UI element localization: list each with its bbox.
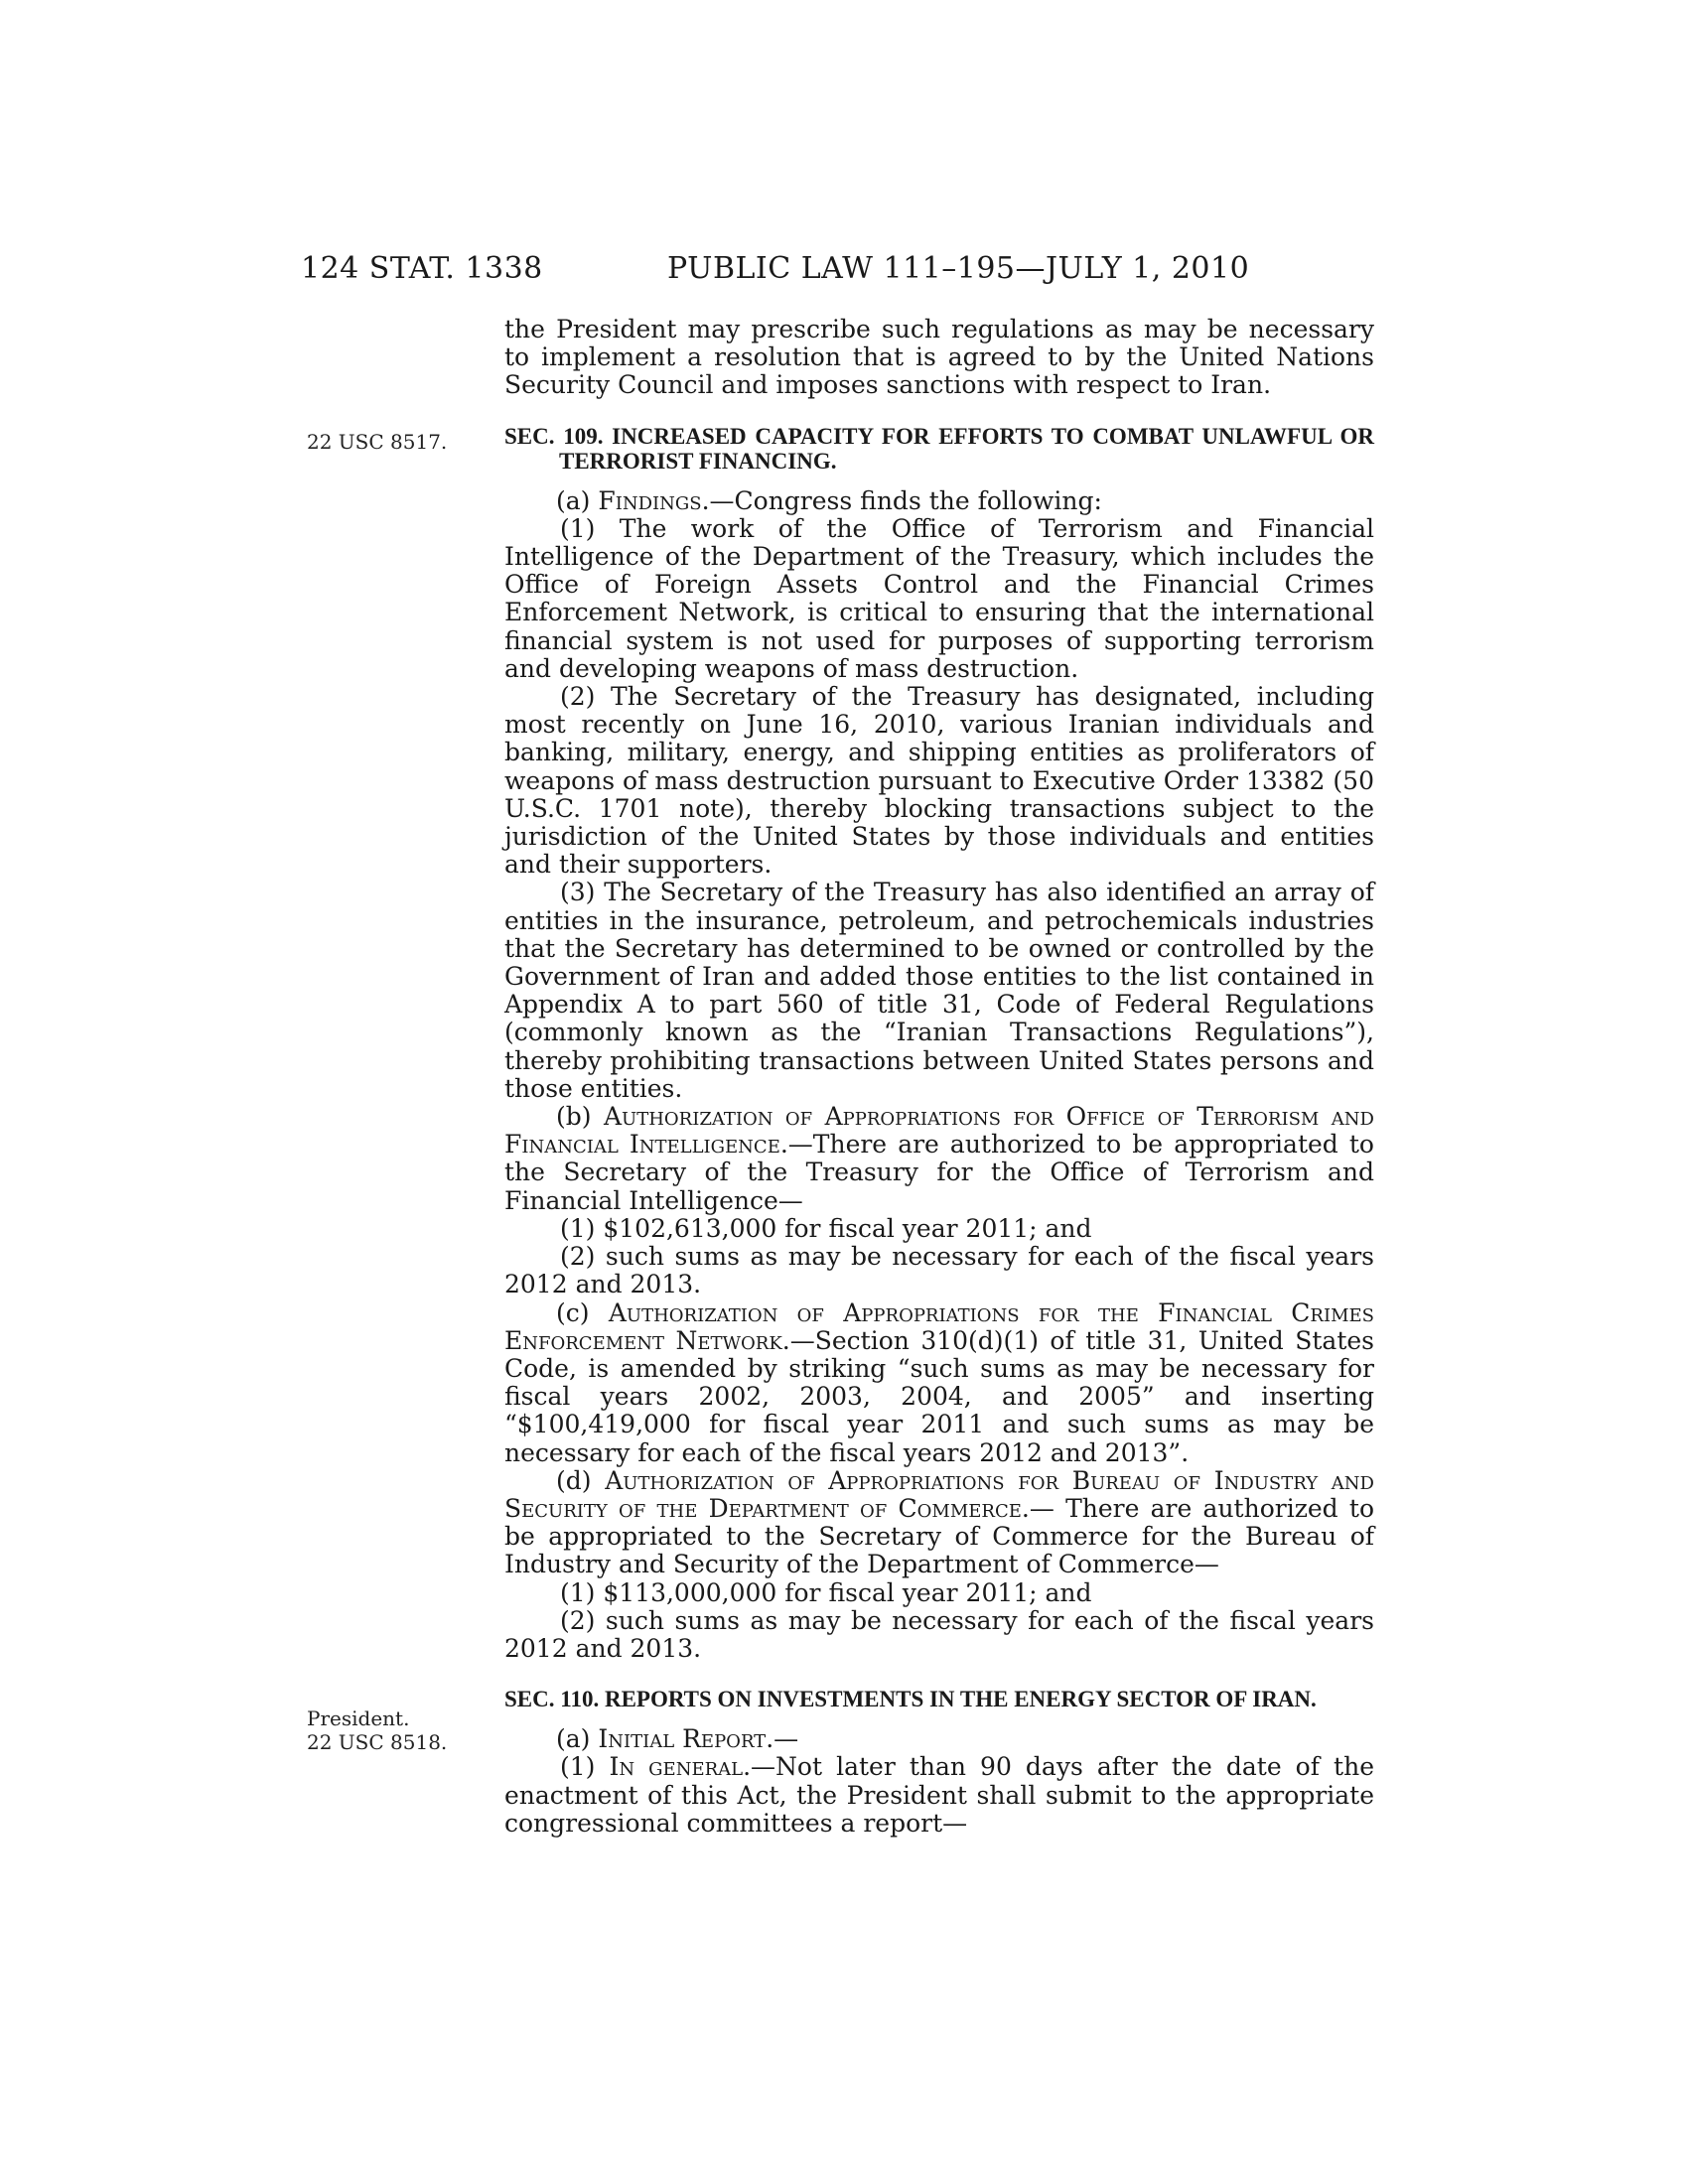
paragraph-109-d-2: (2) such sums as may be necessary for each of the fiscal years 2012 and 2013. <box>504 1605 1374 1663</box>
paragraph-110-a-1: (1) In general.—Not later than 90 days after the date of the enactment of this Act, the President shall submit to the appropriate congressional committees a report— <box>504 1752 1374 1838</box>
subsection-109-b: (b) Authorization of Appropriations for Office of Terrorism and Financial Intelligence.—There are authorized to be appropriated to the Secretary of the Treasury for the Office of Terrorism and Financial Intelligence— <box>504 1102 1374 1215</box>
intro-paragraph: the President may prescribe such regulations as may be necessary to implement a resolution that is agreed to by the United Nations Security Council and imposes sanctions with respect to Iran. <box>504 315 1374 400</box>
paragraph-109-d-1: (1) $113,000,000 for fiscal year 2011; and <box>560 1577 1092 1607</box>
margin-citation-sec110: 22 USC 8518. <box>307 1730 448 1754</box>
section-110-heading: SEC. 110. REPORTS ON INVESTMENTS IN THE ENERGY SECTOR OF IRAN. <box>504 1687 1317 1712</box>
subsection-109-d: (d) Authorization of Appropriations for Bureau of Industry and Security of the Department of Commerce.— There are authorized to be appropriated to the Secretary of Commerce for the Bureau of Industry and Security of the Department of Commerce— <box>504 1465 1375 1579</box>
margin-citation-sec109: 22 USC 8517. <box>307 430 448 454</box>
section-109-heading: SEC. 109. INCREASED CAPACITY FOR EFFORTS TO COMBAT UNLAWFUL OR TERRORIST FINANCING. <box>504 423 1374 474</box>
body-text <box>504 316 1374 1838</box>
subsection-109-c: (c) Authorization of Appropriations for the Financial Crimes Enforcement Network.—Section 310(d)(1) of title 31, United States Code, is amended by striking “such sums as may be necessary for fiscal years 2002, 2003, 2004, and 2005” and inserting “$100,419,000 for fiscal year 2011 and such sums as may be necessary for each of the fiscal years 2012 and 2013”. <box>504 1297 1375 1467</box>
paragraph-109-a-3: (3) The Secretary of the Treasury has also identified an array of entities in the insurance, petroleum, and petrochemicals industries that the Secretary has determined to be owned or controlled by the Government of Iran and added those entities to the list contained in Appendix A to part 560 of title 31, Code of Federal Regulations (commonly known as the “Iranian Transactions Regulations”), thereby prohibiting transactions between United States persons and those entities. <box>504 878 1374 1103</box>
paragraph-109-a-2: (2) The Secretary of the Treasury has designated, including most recently on June 16, 2010, various Iranian individuals and banking, military, energy, and shipping entities as proliferators of weapons of mass destruction pursuant to Executive Order 13382 (50 U.S.C. 1701 note), thereby blocking transactions subject to the jurisdiction of the United States by those individuals and entities and their supporters. <box>504 682 1374 880</box>
paragraph-109-b-2: (2) such sums as may be necessary for each of the fiscal years 2012 and 2013. <box>504 1242 1374 1299</box>
running-header-title: PUBLIC LAW 111–195—JULY 1, 2010 <box>667 251 1250 286</box>
paragraph-109-a-1: (1) The work of the Office of Terrorism and Financial Intelligence of the Department of the Treasury, which includes the Office of Foreign Assets Control and the Financial Crimes Enforcement Network, is critical to ensuring that the international financial system is not used for purposes of supporting terrorism and developing weapons of mass destruction. <box>504 513 1374 683</box>
margin-note-president: President. <box>307 1706 410 1730</box>
subsection-110-a: (a) Initial Report.— <box>556 1724 799 1754</box>
paragraph-109-b-1: (1) $102,613,000 for fiscal year 2011; and <box>560 1213 1092 1243</box>
statute-page-number: 124 STAT. 1338 <box>301 251 543 286</box>
subsection-109-a: (a) Findings.—Congress finds the following: <box>556 485 1102 515</box>
